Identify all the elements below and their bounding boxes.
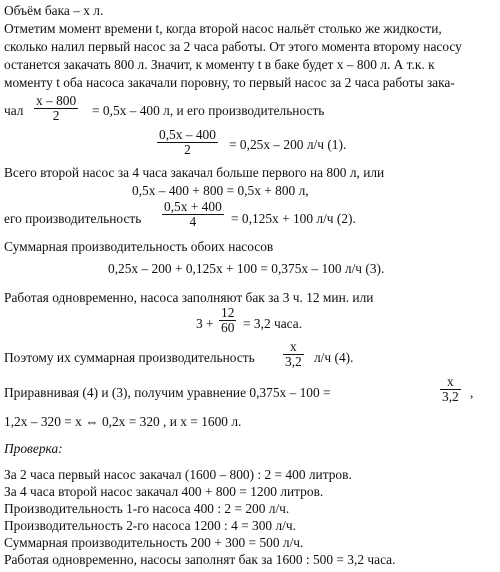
text-line: 0,25x – 200 + 0,125x + 100 = 0,375x – 100 л/ч (3). xyxy=(108,261,385,276)
fraction-denominator: 4 xyxy=(189,214,197,229)
fraction-numerator: x xyxy=(283,340,304,355)
text-line: 0,5x – 400 + 800 = 0,5x + 800 л, xyxy=(132,183,309,198)
text-line: = 0,25x – 200 л/ч (1). xyxy=(229,137,347,152)
text-line: Объём бака – x л. xyxy=(4,3,104,18)
fraction xyxy=(440,375,461,404)
fraction-numerator: 0,5x + 400 xyxy=(164,199,222,214)
fraction-denominator: 3,2 xyxy=(285,354,302,369)
fraction-numerator: x – 800 xyxy=(36,93,77,108)
fraction-denominator: 60 xyxy=(221,320,235,335)
text-line: Суммарная производительность 200 + 300 = 500 л/ч. xyxy=(4,535,304,550)
fraction xyxy=(162,200,224,229)
text-line: = 0,5x – 400 л, и его производительность xyxy=(92,103,325,118)
text-line: Производительность 1-го насоса 400 : 2 = 200 л/ч. xyxy=(4,501,290,516)
text-line: Производительность 2-го насоса 1200 : 4 = 300 л/ч. xyxy=(4,518,296,533)
text-line: Суммарная производительность обоих насосов xyxy=(4,239,274,254)
text-line: , xyxy=(470,385,474,400)
text-line: Всего второй насос за 4 часа закачал больше первого на 800 л, или xyxy=(4,165,385,180)
fraction-denominator: 2 xyxy=(184,142,191,157)
fraction xyxy=(157,128,218,157)
text-line: = 0,125x + 100 л/ч (2). xyxy=(231,211,356,226)
text-line: останется закачать 800 л. Значит, к моменту t в баке будет x – 800 л. А т.к. к xyxy=(4,57,435,72)
text-line: За 2 часа первый насос закачал (1600 – 800) : 2 = 400 литров. xyxy=(4,467,352,482)
fraction-numerator: 0,5x – 400 xyxy=(159,127,216,142)
text-line: Отметим момент времени t, когда второй насос нальёт столько же жидкости, xyxy=(4,21,442,36)
fraction xyxy=(34,94,78,123)
fraction-numerator: x xyxy=(440,375,461,390)
text-line: чал xyxy=(4,103,24,118)
text-line: сколько налил первый насос за 2 часа работы. От этого момента второму насосу xyxy=(4,39,462,54)
text-line: Работая одновременно, насосы заполнят бак за 1600 : 500 = 3,2 часа. xyxy=(4,552,396,567)
text-line: Поэтому их суммарная производительность xyxy=(4,350,255,365)
text-line: = 3,2 часа. xyxy=(243,316,303,331)
text-line: л/ч (4). xyxy=(314,350,354,365)
section-heading: Проверка: xyxy=(4,441,63,456)
fraction-numerator: 12 xyxy=(221,305,235,320)
text-line: моменту t оба насоса закачали поровну, то первый насос за 2 часа работы зака- xyxy=(4,75,455,90)
text-line: За 4 часа второй насос закачал 400 + 800 = 1200 литров. xyxy=(4,484,324,499)
fraction xyxy=(283,340,304,369)
fraction xyxy=(219,306,236,335)
text-line: Приравнивая (4) и (3), получим уравнение 0,375x – 100 = xyxy=(4,385,331,400)
fraction-denominator: 3,2 xyxy=(442,389,459,404)
fraction-denominator: 2 xyxy=(52,108,60,123)
text-line: 3 + xyxy=(196,316,214,331)
text-line: Работая одновременно, насоса заполняют бак за 3 ч. 12 мин. или xyxy=(4,290,374,305)
text-line: его производительность xyxy=(4,211,142,226)
text-line: 1,2x – 320 = x ⇔ 0,2x = 320 , и x = 1600 л. xyxy=(4,414,242,429)
